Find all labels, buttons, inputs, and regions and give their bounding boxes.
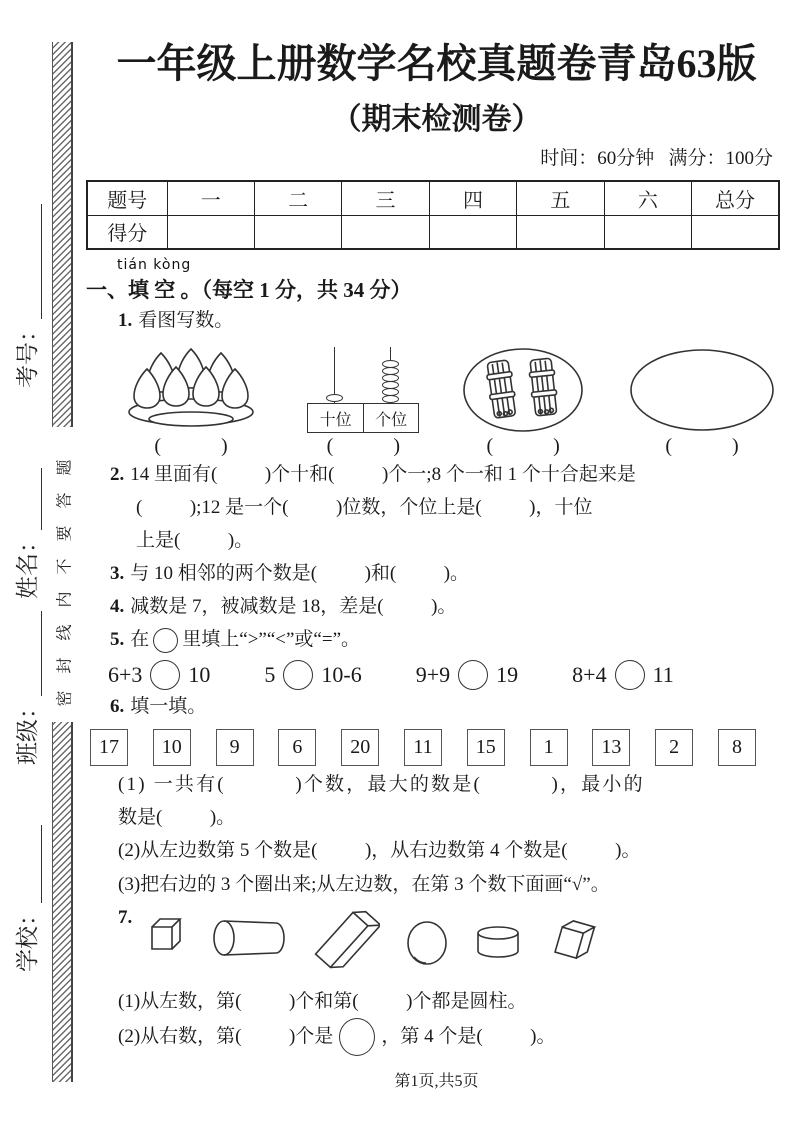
figure-bundles-answer-blank: ( ) <box>486 435 560 458</box>
score-col-1: 一 <box>167 181 254 215</box>
score-cell <box>254 215 341 249</box>
name-field <box>9 468 42 599</box>
page-title: 一年级上册数学名校真题卷青岛63版 <box>116 41 757 86</box>
page-subtitle: （期末检测卷） <box>331 103 542 136</box>
expression-item <box>416 660 518 690</box>
time-score-info: 时间：60分钟 满分：100分 <box>540 148 773 169</box>
question-5-expressions <box>108 660 787 690</box>
figure-abacus-answer-blank: ( ) <box>326 435 400 458</box>
cylinder-short-icon <box>474 925 522 959</box>
score-cell <box>429 215 516 249</box>
score-col-5: 五 <box>517 181 604 215</box>
main-content <box>86 0 787 1122</box>
question-2-line1: 14 里面有( )个十和( )个一;8 个一和 1 个十合起来是 <box>130 464 636 486</box>
question-2-number: 2. <box>110 464 125 486</box>
empty-oval-icon <box>627 347 777 433</box>
exam-number-field <box>9 204 42 388</box>
question-6-sub1-line1: (1) 一共有( )个数，最大的数是( )，最小的 <box>118 774 645 796</box>
question-4-number: 4. <box>110 596 125 618</box>
question-2-line2: ( );12 是一个( )位数，个位上是( )，十位 <box>136 497 593 519</box>
question-1-number: 1. <box>118 310 133 331</box>
seal-text-box <box>51 427 75 722</box>
comparison-circle-blank <box>615 660 645 690</box>
tens-place-label: 十位 <box>319 411 352 429</box>
seal-text: 密封线内不要答题 <box>56 442 74 707</box>
question-3-number: 3. <box>110 563 125 585</box>
comparison-circle-blank <box>458 660 488 690</box>
score-cell <box>604 215 691 249</box>
score-cell <box>342 215 429 249</box>
question-2-line3: 上是( )。 <box>136 530 254 552</box>
score-col-3: 三 <box>342 181 429 215</box>
expression-item <box>572 660 674 690</box>
figure-peaches <box>116 345 266 458</box>
name-blank-line <box>22 468 42 530</box>
school-blank-line <box>22 825 42 903</box>
score-cell <box>517 215 604 249</box>
question-6-sub3: (3)把右边的 3 个圈出来;从左边数，在第 3 个数下面画“√”。 <box>118 873 610 895</box>
sphere-circle-icon <box>339 1018 375 1056</box>
cylinder-lying-icon <box>212 919 288 957</box>
score-col-6: 六 <box>604 181 691 215</box>
score-table <box>86 180 780 250</box>
question-5-pre: 在 <box>130 629 150 651</box>
expression-left: 8+4 <box>572 662 607 688</box>
section-heading: 一、填 空 。（每空 1 分，共 34 分） <box>86 278 412 302</box>
school-label: 学校： <box>14 903 40 972</box>
abacus-place-labels <box>307 403 419 433</box>
abacus-icon <box>307 347 419 433</box>
question-6-text: 填一填。 <box>130 696 207 718</box>
number-card: 20 <box>341 729 379 766</box>
expression-item <box>264 660 361 690</box>
score-col-4: 四 <box>429 181 516 215</box>
question-1 <box>118 304 787 337</box>
number-card: 17 <box>90 729 128 766</box>
number-card: 10 <box>153 729 191 766</box>
score-table-score-row <box>87 215 779 249</box>
number-card: 1 <box>530 729 568 766</box>
expression-left: 6+3 <box>108 662 143 688</box>
ones-place-label: 个位 <box>363 404 419 432</box>
cube-tilted-icon <box>548 913 600 975</box>
question-6-number: 6. <box>110 696 125 718</box>
score-col-total: 总分 <box>692 181 779 215</box>
figure-empty-oval <box>627 347 777 458</box>
number-card: 6 <box>278 729 316 766</box>
question-5-post: 里填上“>”“<”或“=”。 <box>182 629 361 651</box>
abacus-bead <box>326 394 343 402</box>
figure-oval-answer-blank: ( ) <box>665 435 739 458</box>
comparison-circle-blank <box>150 660 180 690</box>
question-7-sub2-pre: (2)从右数，第( )个是 <box>118 1026 334 1048</box>
abacus-bead <box>382 395 399 403</box>
question-7-shapes <box>118 907 787 985</box>
cube-icon <box>146 915 186 955</box>
score-table-header-row <box>87 181 779 215</box>
question-7-sub2 <box>118 1018 787 1056</box>
cuboid-tilted-icon <box>314 907 380 985</box>
question-4-text: 减数是 7，被减数是 18，差是( )。 <box>130 596 457 618</box>
expression-right: 19 <box>496 662 519 688</box>
score-cell <box>692 215 779 249</box>
sidebar-student-fields <box>2 0 48 1122</box>
class-blank-line <box>22 611 42 696</box>
question-5 <box>110 623 787 656</box>
score-table-corner: 题号 <box>87 181 167 215</box>
comparison-circle-icon <box>153 628 178 653</box>
number-card: 2 <box>655 729 693 766</box>
question-4 <box>110 590 787 623</box>
school-field <box>9 825 42 972</box>
figure-abacus <box>307 347 419 458</box>
number-card: 8 <box>718 729 756 766</box>
sphere-icon <box>406 921 448 967</box>
expression-right: 10 <box>188 662 211 688</box>
peaches-plate-icon <box>116 345 266 433</box>
score-col-2: 二 <box>254 181 341 215</box>
number-card: 13 <box>592 729 630 766</box>
expression-right: 11 <box>652 662 674 688</box>
question-2 <box>110 458 787 491</box>
score-row-label: 得分 <box>87 215 167 249</box>
question-3-text: 与 10 相邻的两个数是( )和( )。 <box>130 563 470 585</box>
question-7-number: 7. <box>118 906 133 928</box>
question-7-sub1: (1)从左数，第( )个和第( )个都是圆柱。 <box>118 990 527 1012</box>
score-cell <box>167 215 254 249</box>
section-pinyin: tián kòng <box>117 257 192 273</box>
figure-stick-bundles <box>461 347 586 458</box>
number-card: 9 <box>216 729 254 766</box>
question-6-sub2: (2)从左边数第 5 个数是( )，从右边数第 4 个数是( )。 <box>118 840 641 862</box>
figure-peaches-answer-blank: ( ) <box>154 435 228 458</box>
expression-left: 5 <box>264 662 276 688</box>
exam-number-label: 考号： <box>14 319 40 388</box>
question-1-figures <box>116 345 777 458</box>
expression-left: 9+9 <box>415 662 451 688</box>
question-7-sub2-post: ，第 4 个是( )。 <box>381 1026 556 1048</box>
class-label: 班级： <box>14 696 40 765</box>
number-card: 15 <box>467 729 505 766</box>
question-6-sub1-line2: 数是( )。 <box>118 807 236 829</box>
exam-number-blank-line <box>22 204 42 319</box>
stick-bundles-icon <box>461 347 586 433</box>
seal-line-strip <box>52 42 73 1082</box>
question-1-text: 看图写数。 <box>138 310 234 331</box>
expression-right: 10-6 <box>321 662 362 688</box>
number-card: 11 <box>404 729 442 766</box>
question-5-number: 5. <box>110 629 125 651</box>
page-number: 第1页,共5页 <box>394 1072 479 1090</box>
name-label: 姓名： <box>14 530 40 599</box>
comparison-circle-blank <box>283 660 313 690</box>
class-field <box>9 611 42 765</box>
expression-item <box>108 660 210 690</box>
question-6-number-cards <box>90 729 756 766</box>
question-6 <box>110 690 787 723</box>
question-3 <box>110 557 787 590</box>
